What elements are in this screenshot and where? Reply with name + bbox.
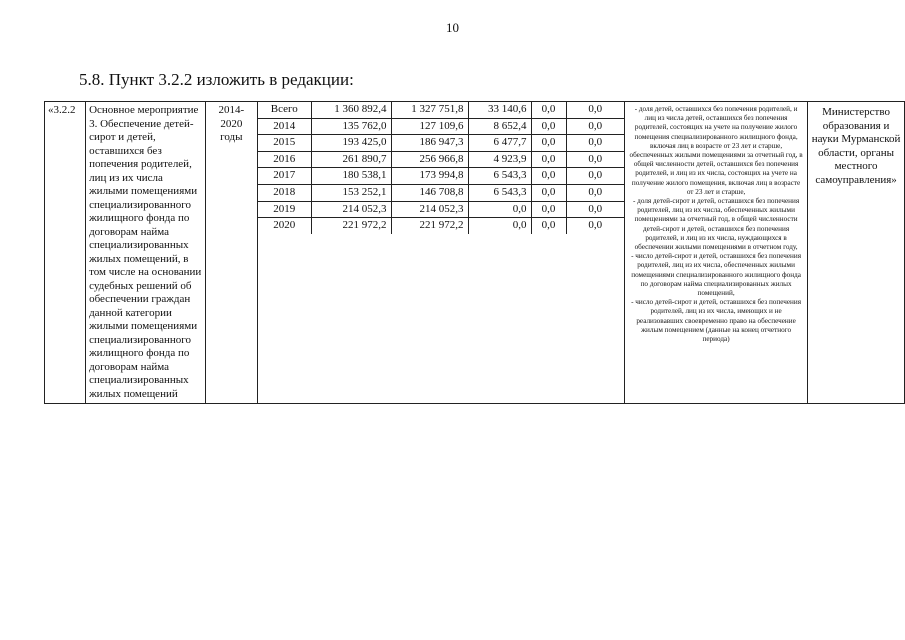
finance-value: 135 762,0 xyxy=(311,118,391,135)
finance-value: 0,0 xyxy=(566,201,624,218)
finance-value: 8 652,4 xyxy=(468,118,531,135)
finance-year: 2014 xyxy=(258,118,311,135)
finance-value: 0,0 xyxy=(531,168,566,185)
finance-year: 2018 xyxy=(258,184,311,201)
finance-row xyxy=(258,118,624,135)
finance-value: 0,0 xyxy=(531,151,566,168)
finance-value: 127 109,6 xyxy=(391,118,468,135)
finance-value: 256 966,8 xyxy=(391,151,468,168)
finance-row xyxy=(258,151,624,168)
executor: Министерство образования и науки Мурманской области, органы местного самоуправления» xyxy=(808,102,905,404)
finance-value: 33 140,6 xyxy=(468,102,531,118)
finance-value: 0,0 xyxy=(468,201,531,218)
finance-value: 4 923,9 xyxy=(468,151,531,168)
finance-value: 221 972,2 xyxy=(391,218,468,234)
finance-row xyxy=(258,201,624,218)
finance-value: 0,0 xyxy=(531,118,566,135)
finance-row xyxy=(258,102,624,118)
finance-cell xyxy=(258,102,625,404)
finance-value: 6 477,7 xyxy=(468,135,531,152)
finance-year: 2016 xyxy=(258,151,311,168)
finance-value: 180 538,1 xyxy=(311,168,391,185)
finance-row xyxy=(258,168,624,185)
finance-value: 0,0 xyxy=(566,102,624,118)
finance-value: 186 947,3 xyxy=(391,135,468,152)
measure-name: Основное мероприятие 3. Обеспечение детей-сирот и детей, оставшихся без попечения родителей, лиц из их числа жилыми помещениями специализированного жилищного фонда по договорам найма специализированных жилых помещений, в том числе на основании судебных решений об обеспечении граждан данной категории жилыми помещениями специализированного жилищного фонда по договорам найма специализированных жилых помещений xyxy=(86,102,206,404)
finance-value: 0,0 xyxy=(566,135,624,152)
finance-rows xyxy=(258,102,624,234)
finance-year: 2017 xyxy=(258,168,311,185)
finance-value: 0,0 xyxy=(566,184,624,201)
page-number: 10 xyxy=(446,20,459,35)
finance-year: 2015 xyxy=(258,135,311,152)
finance-year: Всего xyxy=(258,102,311,118)
finance-value: 214 052,3 xyxy=(311,201,391,218)
finance-value: 153 252,1 xyxy=(311,184,391,201)
period-text: 2014- 2020 годы xyxy=(218,104,245,143)
finance-year: 2019 xyxy=(258,201,311,218)
finance-value: 0,0 xyxy=(566,151,624,168)
finance-value: 0,0 xyxy=(531,184,566,201)
program-table xyxy=(44,101,905,404)
finance-value: 0,0 xyxy=(531,218,566,234)
finance-value: 1 360 892,4 xyxy=(311,102,391,118)
finance-value: 193 425,0 xyxy=(311,135,391,152)
finance-value: 6 543,3 xyxy=(468,168,531,185)
finance-value: 221 972,2 xyxy=(311,218,391,234)
item-code: «3.2.2 xyxy=(45,102,86,404)
table-row xyxy=(45,102,905,404)
finance-table xyxy=(258,102,624,234)
finance-value: 0,0 xyxy=(531,102,566,118)
period xyxy=(205,102,257,404)
finance-row xyxy=(258,135,624,152)
finance-value: 0,0 xyxy=(566,118,624,135)
finance-value: 214 052,3 xyxy=(391,201,468,218)
finance-value: 1 327 751,8 xyxy=(391,102,468,118)
finance-row xyxy=(258,218,624,234)
finance-value: 261 890,7 xyxy=(311,151,391,168)
finance-value: 0,0 xyxy=(531,135,566,152)
finance-row xyxy=(258,184,624,201)
target-indicators: - доля детей, оставшихся без попечения родителей, и лиц из числа детей, оставшихся без попечения родителей, состоящих на учете на получение жилого помещения специализированного жилищного фонда, включая лиц в возрасте от 23 лет и старше, обеспеченных жилыми помещениями за отчетный год, в общей численности детей, оставшихся без попечения родителей, и лиц из их числа, состоящих на учете на получение жилого помещения, включая лиц в возрасте от 23 лет и старше, - доля детей-сирот и детей, оставшихся без попечения родителей, лиц из их числа, обеспеченных жилыми помещениями за отчетный год, в общей численности детей-сирот и детей, оставшихся без попечения родителей, и лиц из их числа, нуждающихся в обеспечении жилыми помещениями в отчетном году, - число детей-сирот и детей, оставшихся без попечения родителей, лиц из их числа, обеспеченных жилыми помещениями специализированного жилищного фонда по договорам найма специализированных жилых помещений, - число детей-сирот и детей, оставшихся без попечения родителей, лиц из их числа, имеющих и не реализовавших своевременно право на обеспечение жилым помещением (данные на конец отчетного периода) xyxy=(625,102,808,404)
finance-value: 0,0 xyxy=(531,201,566,218)
finance-value: 173 994,8 xyxy=(391,168,468,185)
finance-value: 0,0 xyxy=(566,168,624,185)
section-heading: 5.8. Пункт 3.2.2 изложить в редакции: xyxy=(79,70,354,89)
finance-value: 6 543,3 xyxy=(468,184,531,201)
finance-value: 146 708,8 xyxy=(391,184,468,201)
finance-year: 2020 xyxy=(258,218,311,234)
finance-value: 0,0 xyxy=(468,218,531,234)
finance-value: 0,0 xyxy=(588,219,603,232)
